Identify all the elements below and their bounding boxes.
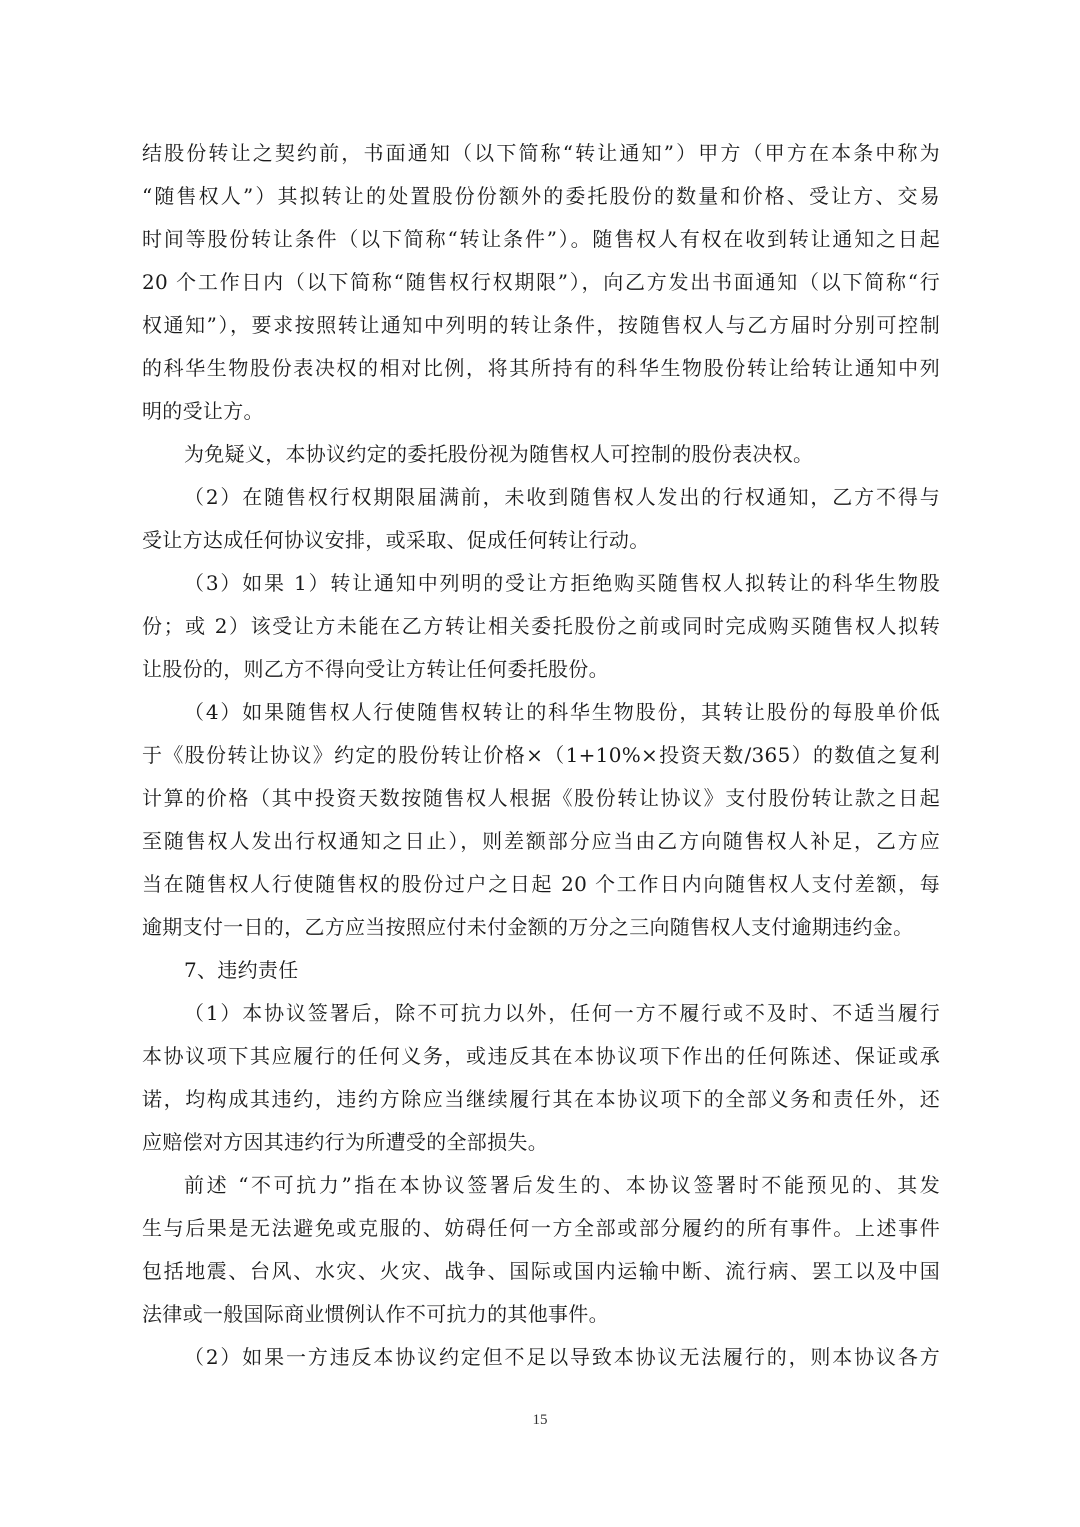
force-majeure-line: 前述 “不可抗力”指在本协议签署后发生的、本协议签署时不能预见的、其发 xyxy=(184,1173,940,1197)
liability-clause-2-line: （2）如果一方违反本协议约定但不足以导致本协议无法履行的，则本协议各方 xyxy=(184,1345,940,1369)
clause-3-line: （3）如果 1）转让通知中列明的受让方拒绝购买随售权人拟转让的科华生物股 xyxy=(184,571,940,595)
paragraph-clarification: 为免疑义，本协议约定的委托股份视为随售权人可控制的股份表决权。 xyxy=(184,442,814,466)
clause-2-line: 受让方达成任何协议安排，或采取、促成任何转让行动。 xyxy=(142,528,650,552)
liability-clause-1-line: 应赔偿对方因其违约行为所遭受的全部损失。 xyxy=(142,1130,548,1154)
text-line: 权通知”），要求按照转让通知中列明的转让条件，按随售权人与乙方届时分别可控制 xyxy=(142,313,940,337)
liability-clause-1-line: 诺，均构成其违约，违约方除应当继续履行其在本协议项下的全部义务和责任外，还 xyxy=(142,1087,940,1111)
clause-4-line: （4）如果随售权人行使随售权转让的科华生物股份，其转让股份的每股单价低 xyxy=(184,700,940,724)
force-majeure-line: 法律或一般国际商业惯例认作不可抗力的其他事件。 xyxy=(142,1302,609,1326)
clause-3-line: 份；或 2）该受让方未能在乙方转让相关委托股份之前或同时完成购买随售权人拟转 xyxy=(142,614,940,638)
clause-4-line: 于《股份转让协议》约定的股份转让价格×（1+10%×投资天数/365）的数值之复利 xyxy=(142,743,940,767)
text-line: 明的受让方。 xyxy=(142,399,264,423)
liability-clause-1-line: 本协议项下其应履行的任何义务，或违反其在本协议项下作出的任何陈述、保证或承 xyxy=(142,1044,940,1068)
clause-4-line: 当在随售权人行使随售权的股份过户之日起 20 个工作日内向随售权人支付差额，每 xyxy=(142,872,940,896)
text-line: 时间等股份转让条件（以下简称“转让条件”）。随售权人有权在收到转让通知之日起 xyxy=(142,227,940,251)
force-majeure-line: 生与后果是无法避免或克服的、妨碍任何一方全部或部分履约的所有事件。上述事件 xyxy=(142,1216,940,1240)
document-body xyxy=(142,132,940,1379)
text-line: 20 个工作日内（以下简称“随售权行权期限”），向乙方发出书面通知（以下简称“行 xyxy=(142,270,940,294)
clause-4-line: 逾期支付一日的，乙方应当按照应付未付金额的万分之三向随售权人支付逾期违约金。 xyxy=(142,915,914,939)
page-number: 15 xyxy=(532,1412,548,1428)
clause-2-line: （2）在随售权行权期限届满前，未收到随售权人发出的行权通知，乙方不得与 xyxy=(184,485,940,509)
clause-4-line: 至随售权人发出行权通知之日止），则差额部分应当由乙方向随售权人补足，乙方应 xyxy=(142,829,940,853)
clause-3-line: 让股份的，则乙方不得向受让方转让任何委托股份。 xyxy=(142,657,609,681)
force-majeure-line: 包括地震、台风、水灾、火灾、战争、国际或国内运输中断、流行病、罢工以及中国 xyxy=(142,1259,940,1283)
text-line: “随售权人”）其拟转让的处置股份份额外的委托股份的数量和价格、受让方、交易 xyxy=(142,184,940,208)
text-line: 结股份转让之契约前，书面通知（以下简称“转让通知”）甲方（甲方在本条中称为 xyxy=(142,141,940,165)
text-line: 的科华生物股份表决权的相对比例，将其所持有的科华生物股份转让给转让通知中列 xyxy=(142,356,940,380)
section-heading: 7、违约责任 xyxy=(184,958,299,982)
clause-4-line: 计算的价格（其中投资天数按随售权人根据《股份转让协议》支付股份转让款之日起 xyxy=(142,786,940,810)
liability-clause-1-line: （1）本协议签署后，除不可抗力以外，任何一方不履行或不及时、不适当履行 xyxy=(184,1001,940,1025)
